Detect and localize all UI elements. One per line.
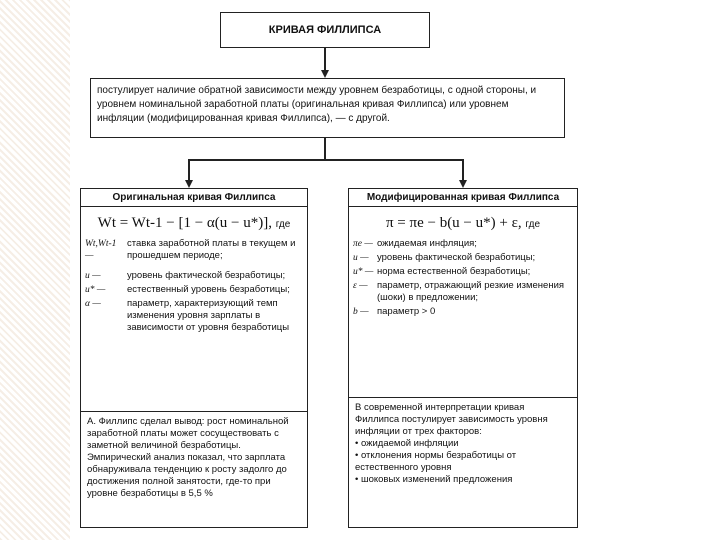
definition-text: постулирует наличие обратной зависимости между уровнем безработицы, с одной стороны, и уровнем номинальной заработной платы (оригинальная кривая Филлипса) или уровнем инфляции (модифицированная кривая Филлипса), — с другой.	[97, 85, 537, 124]
formula-suffix: где	[525, 219, 541, 230]
def-value: параметр > 0	[377, 306, 436, 317]
def-value: норма естественной безработицы;	[377, 266, 531, 277]
original-curve-box	[80, 188, 308, 528]
def-item	[85, 298, 303, 334]
modified-note	[349, 397, 577, 490]
def-key: u* —	[85, 285, 106, 295]
arrow-down-icon	[459, 180, 467, 188]
def-value: естественный уровень безработицы;	[127, 284, 290, 295]
def-key: Wt,Wt-1 —	[85, 239, 117, 261]
def-item	[353, 238, 573, 250]
formula-suffix: где	[275, 219, 291, 230]
connector	[188, 159, 190, 180]
def-key: u* —	[353, 267, 374, 277]
def-value: уровень фактической безработицы;	[127, 270, 286, 281]
original-defs	[81, 238, 307, 334]
note-intro: В современной интерпретации кривая Филлипса постулирует зависимость уровня инфляции от трех факторов:	[355, 402, 548, 437]
modified-header: Модифицированная кривая Филлипса	[349, 189, 577, 207]
formula-text: Wt = Wt-1 − [1 − α(u − u*)],	[97, 215, 272, 231]
def-key: b —	[353, 307, 369, 317]
factor-item: • ожидаемой инфляции	[355, 438, 459, 449]
connector	[188, 159, 463, 161]
formula-text: π = πe − b(u − u*) + ε,	[385, 215, 522, 231]
def-key: πe —	[353, 239, 373, 249]
original-header: Оригинальная кривая Филлипса	[81, 189, 307, 207]
factor-item: • отклонения нормы безработицы от естественного уровня	[355, 450, 517, 473]
original-note: А. Филлипс сделал вывод: рост номинальной заработной платы может сосуществовать с заметной величиной безработицы. Эмпирический анализ показал, что зарплата обнаруживала тенденцию к росту задолго до достижения полной занятости, где-то при уровне безработицы в 5,5 %	[81, 411, 307, 504]
def-item	[353, 306, 573, 318]
def-key: α —	[85, 299, 101, 309]
title-box	[220, 12, 430, 48]
factor-item: • шоковых изменений предложения	[355, 474, 513, 485]
original-formula	[81, 215, 307, 232]
arrow-down-icon	[185, 180, 193, 188]
def-value: параметр, характеризующий темп изменения уровня зарплаты в зависимости от уровня безработицы	[127, 298, 290, 333]
def-key: u —	[85, 271, 101, 281]
arrow-down-icon	[321, 70, 329, 78]
def-value: ожидаемая инфляция;	[377, 238, 477, 249]
def-value: уровень фактической безработицы;	[377, 252, 536, 263]
connector	[324, 138, 326, 160]
decorative-border	[0, 0, 70, 540]
def-value: ставка заработной платы в текущем и прошедшем периоде;	[127, 238, 296, 261]
connector	[324, 48, 326, 70]
connector	[462, 159, 464, 180]
modified-defs	[349, 238, 577, 318]
modified-formula	[349, 215, 577, 232]
def-item	[353, 266, 573, 278]
def-item	[85, 238, 303, 262]
modified-curve-box	[348, 188, 578, 528]
def-item	[353, 280, 573, 304]
def-key: u —	[353, 253, 369, 263]
def-item	[85, 270, 303, 282]
def-key: ε —	[353, 281, 368, 291]
def-item	[85, 284, 303, 296]
diagram-title: КРИВАЯ ФИЛЛИПСА	[268, 24, 382, 36]
definition-box	[90, 78, 565, 138]
def-item	[353, 252, 573, 264]
def-value: параметр, отражающий резкие изменения (шоки) в предложении;	[377, 280, 565, 303]
